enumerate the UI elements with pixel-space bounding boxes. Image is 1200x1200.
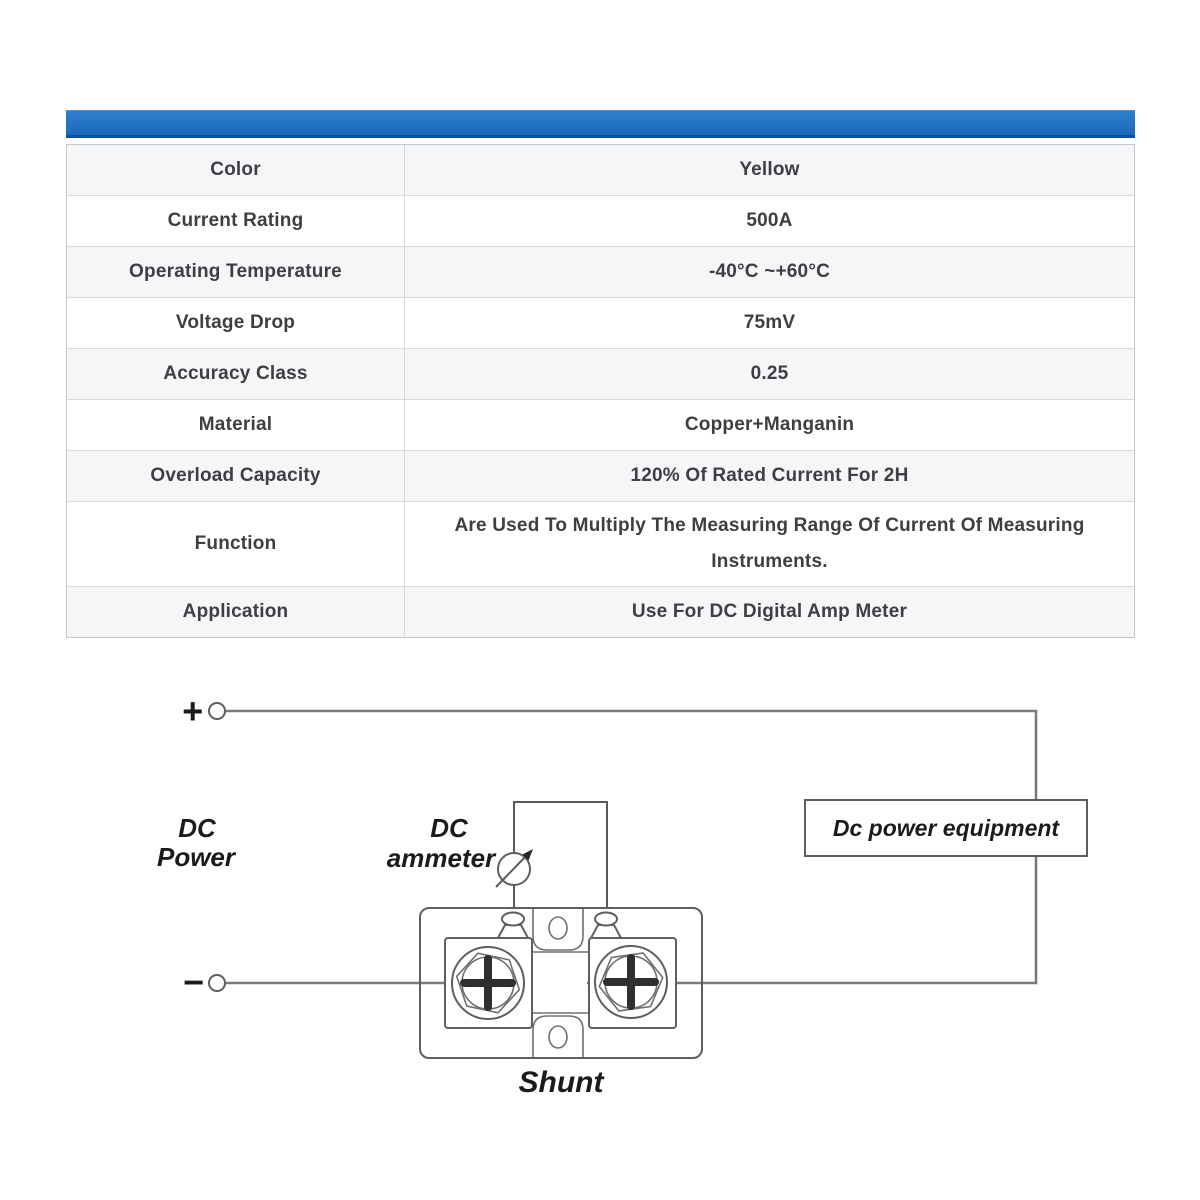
row-value: -40°C ~+60°C bbox=[708, 261, 831, 282]
minus-terminal-node bbox=[209, 975, 225, 991]
table-body bbox=[66, 144, 1135, 638]
row-value: Copper+Manganin bbox=[684, 414, 855, 435]
ammeter-label-line2: ammeter bbox=[386, 843, 496, 873]
shunt-left-screw bbox=[451, 947, 525, 1019]
equipment-box-label: Dc power equipment bbox=[832, 815, 1060, 841]
table-row bbox=[67, 501, 1134, 586]
row-label: Material bbox=[67, 400, 405, 450]
row-label: Overload Capacity bbox=[67, 451, 405, 501]
row-value: 75mV bbox=[743, 312, 796, 333]
row-value: Yellow bbox=[739, 159, 800, 180]
row-value: Are Used To Multiply The Measuring Range Of Current Of Measuring Instruments. bbox=[454, 515, 1085, 572]
row-label: Voltage Drop bbox=[67, 298, 405, 348]
table-header-bar bbox=[66, 110, 1135, 138]
ammeter-label-line1: DC bbox=[430, 813, 468, 843]
plus-terminal-node bbox=[209, 703, 225, 719]
minus-sign: − bbox=[182, 961, 204, 1003]
plus-sign: + bbox=[181, 690, 203, 732]
row-value: 0.25 bbox=[750, 363, 789, 384]
row-value: 120% Of Rated Current For 2H bbox=[630, 465, 909, 486]
row-value: Use For DC Digital Amp Meter bbox=[631, 601, 908, 622]
row-value: 500A bbox=[746, 210, 793, 231]
row-label: Color bbox=[67, 145, 405, 195]
table-row bbox=[67, 195, 1134, 246]
shunt-right-screw bbox=[595, 946, 667, 1018]
table-row bbox=[67, 246, 1134, 297]
table-row bbox=[67, 348, 1134, 399]
row-label: Function bbox=[67, 502, 405, 586]
dc-power-label-line1: DC bbox=[178, 813, 216, 843]
shunt-label: Shunt bbox=[518, 1066, 604, 1099]
spec-table bbox=[66, 110, 1135, 638]
table-row bbox=[67, 399, 1134, 450]
row-label: Application bbox=[67, 587, 405, 637]
row-label: Operating Temperature bbox=[67, 247, 405, 297]
shunt-neck bbox=[531, 953, 587, 1013]
table-row bbox=[67, 145, 1134, 195]
dc-power-label-line2: Power bbox=[156, 842, 236, 872]
wiring-diagram bbox=[0, 670, 1200, 1130]
row-label: Current Rating bbox=[67, 196, 405, 246]
table-row bbox=[67, 297, 1134, 348]
table-row bbox=[67, 586, 1134, 637]
table-row bbox=[67, 450, 1134, 501]
row-label: Accuracy Class bbox=[67, 349, 405, 399]
shunt-symbol bbox=[420, 908, 702, 1058]
